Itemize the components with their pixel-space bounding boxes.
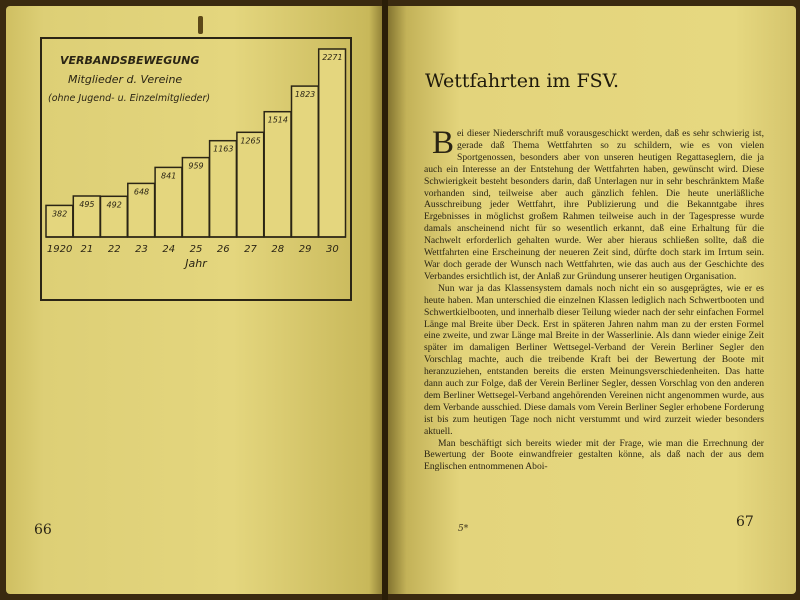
chart-x-ticks: [47, 244, 339, 255]
membership-chart-svg: [42, 39, 350, 299]
x-tick-label: 29: [298, 244, 312, 255]
bar-28: [264, 112, 291, 237]
book-gutter: [382, 0, 388, 600]
bar-value-label: 492: [106, 200, 122, 210]
x-tick-label: 21: [80, 244, 94, 255]
bar-value-label: 495: [79, 200, 95, 209]
bar-value-label: 1265: [240, 136, 261, 146]
drop-cap: B: [432, 125, 455, 161]
bar-27: [237, 132, 264, 237]
paragraph-3: Man beschäftigt sich bereits wieder mit der Frage, wie man die Errechnung der Bewertung der Boote einwandfreier gestalten könne, als daß nach der aus dem Englischen entnommenen Aboi-: [424, 437, 764, 473]
x-tick-label: 26: [216, 244, 230, 255]
bar-value-label: 1514: [267, 115, 288, 125]
chart-subtitle: Mitglieder d. Vereine: [68, 73, 183, 86]
bar-value-label: 841: [161, 171, 177, 181]
bar-value-label: 382: [51, 209, 68, 219]
bar-value-label: 1163: [213, 144, 234, 154]
pin-mark: [198, 16, 203, 34]
chart-note: (ohne Jugend- u. Einzelmitglieder): [48, 93, 211, 104]
page-number-right: 67: [736, 514, 754, 530]
x-tick-label: 22: [107, 244, 121, 255]
bar-29: [292, 86, 319, 237]
bar-value-label: 959: [188, 161, 204, 171]
x-tick-label: 28: [271, 244, 285, 255]
x-tick-label: 23: [135, 244, 148, 255]
x-tick-label: 25: [189, 244, 203, 255]
paragraph-2: Nun war ja das Klassensystem damals noch nicht ein so ausgeprägtes, wie er es heute haben. Man unterschied die einzelnen Klassen lediglich nach Schwertbooten und Schwertkielbooten, und innerhalb dieser Teilung wieder nach der sehr einfachen Formel Länge mal Breite über Deck. Erst in späteren Jahren nahm man zu der ersten Formel eine zweite, und zwar Länge mal Breite in der Wasserlinie. Als dann wieder einige Zeit später im damaligen Berliner Wettsegel-Verband der Verein Berliner Segler den Vorschlag machte, auch die treibende Kraft bei der Bewertung der Boote mit heranzuziehen, entstanden bereits die ersten Meinungsverschiedenheiten. Das hatte dann auch zur Folge, daß der Verein Berliner Segler, dessen Vorschlag von den anderen dem Berliner Wettsegel-Verband angehörenden Vereinen nicht angenommen wurde, aus dem Verbande ausschied. Diese damals vom Verein Berliner Segler erhobene Forderung ist bis zum heutigen Tage noch nicht verstummt und wird zurzeit wieder besonders aktuell.: [424, 282, 764, 437]
chart-x-axis-label: Jahr: [185, 257, 207, 270]
bar-value-label: 2271: [322, 53, 343, 62]
membership-chart: [40, 37, 352, 301]
body-text: [424, 125, 764, 473]
signature-mark: 5*: [458, 524, 469, 534]
bar-value-label: 648: [133, 187, 150, 197]
paragraph-1: ei dieser Niederschrift muß vorausgeschickt werden, daß es sehr schwierig ist, gerade daß Thema Wettfahrten so zu schildern, wie es von vielen Sportgenossen, besonders aber von unseren heutigen Regattaseglern, die ja auch ein Interesse an der Entstehung der Wettfahrten haben, gewünscht wird. Diese Schwierigkeit besteht besonders darin, daß Unterlagen nur in sehr beschränktem Maße vorhanden sind, teilweise aber auch gänzlich fehlen. Die heute unerläßliche Ausschreibung jeder Wettfahrt, ihre Publizierung und die Bekanntgabe ihres Ergebnisses in möglichst großem Rahmen teilweise auch in der Tagespresse wurde damals anscheinend nicht für so wesentlich erkannt, daß eine Erhaltung für die Nachwelt erforderlich gehalten wurde. Wer aber hieraus schließen sollte, daß die Wettfahrten eine Erscheinung der neueren Zeit sind, dürfte doch stark im Irrtum sein. War doch gerade der Wunsch nach Wettfahrten, wie das auch aus der Geschichte des Verbandes ersichtlich ist, der Anlaß zur Gründung unserer heutigen Organisation.: [424, 128, 764, 282]
bar-26: [210, 141, 237, 237]
chapter-title: Wettfahrten im FSV.: [425, 70, 620, 92]
bar-value-label: 1823: [294, 90, 316, 100]
bar-30: [319, 49, 346, 237]
chart-title: VERBANDSBEWEGUNG: [60, 54, 200, 67]
x-tick-label: 24: [162, 244, 176, 255]
x-tick-label: 1920: [46, 244, 73, 255]
x-tick-label: 30: [326, 244, 339, 255]
x-tick-label: 27: [244, 244, 257, 255]
page-number-left: 66: [34, 522, 52, 538]
